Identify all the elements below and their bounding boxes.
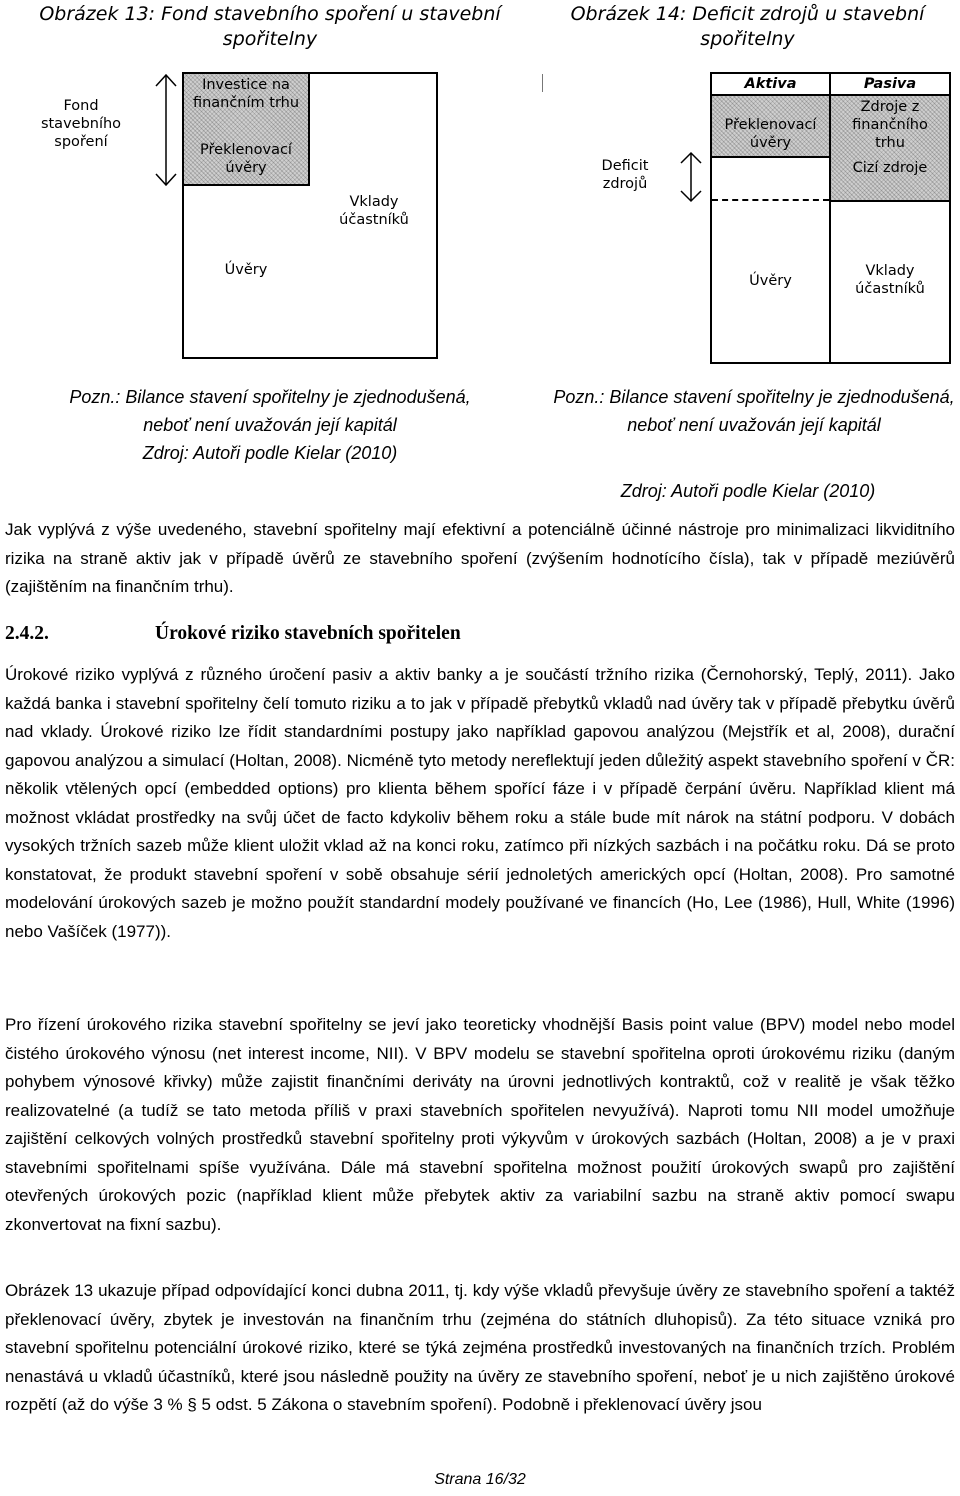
page-footer: Strana 16/32 — [434, 1471, 526, 1488]
figure-13-divider-vertical — [308, 74, 310, 184]
section-number: 2.4.2. — [5, 623, 49, 644]
small-separator-mark — [542, 74, 543, 92]
preklenovaci-bottom-line — [712, 156, 829, 158]
figure-14-source: Zdroj: Autoři podle Kielar (2010) — [620, 481, 876, 501]
cizi-label: Cizí zdroje — [852, 160, 928, 176]
preklenovaci-label-14: Překlenovací úvěry — [724, 117, 817, 151]
pasiva-label: Pasiva — [863, 76, 917, 92]
aktiva-label: Aktiva — [744, 76, 797, 92]
preklenovaci-label: Překlenovací úvěry — [200, 142, 292, 176]
paragraph-intro: Jak vyplývá z výše uvedeného, stavební spořitelny mají efektivní a potenciálně účinné nástroje pro minimalizaci likviditního rizika na straně aktiv jak v případě úvěrů ze stavebního spoření (zvýšením hodnotícího čísla), tak v případě meziúvěrů (zajištěním na finančním trhu). — [5, 520, 955, 596]
double-arrow-icon — [155, 72, 177, 188]
figure-14-title: Obrázek 14: Deficit zdrojů u stavební spořitelny — [570, 3, 925, 50]
zdroje-label: Zdroje z finančního trhu — [852, 99, 928, 151]
paragraph-1: Úrokové riziko vyplývá z různého úročení pasiv a aktiv banky a je součástí tržního rizika (Černohorský, Teplý, 2011). Jako každá banka i stavební spořitelny čelí tomuto riziku a to jak v případě přebytků vkladů nad úvěry tak v případě přebytku úvěrů nad vklady. Úrokové riziko lze řídit standardními postupy jako například gapovou analýzou (Mejstřík et al, 2008), durační gapovou analýzou a simulací (Holtan, 2008). Nicméně tyto metody nereflektují jeden důležitý aspekt stavebního spoření v ČR: několik vtělených opcí (embedded options) pro klienta během spořící fáze i v případě čerpání úvěru. Například klient má možnost vkládat prostředky na svůj účet de facto kdykoliv během roku a stále bude mít nárok na státní podporu. V dobách vysokých tržních sazeb může klient uložit vklad až na konci roku, zatímco při nízkých sazbách i na počátku roku. Dá se proto konstatovat, že produkt stavební spoření v sobě obsahuje sérií jednoletých amerických opcí (Holtan, 2008). Pro samotné modelování úrokových sazeb je možno použít standardní modely používané ve financích (Ho, Lee (1986), Hull, White (1996) nebo Vašíček (1977)). — [5, 665, 955, 941]
pasiva-hatch-bottom-line — [831, 200, 949, 202]
paragraph-3: Obrázek 13 ukazuje případ odpovídající konci dubna 2011, tj. kdy výše vkladů převyšuje úvěry ze stavebního spoření a taktéž překlenovací úvěry, zbytek je investován na finančním trhu (zejména do státních dluhopisů). Za této situace vzniká pro stavební spořitelnu potenciální úrokové riziko, které se týká zejména prostředků investovaných na finančních trzích. Problém nenastává u vkladů účastníků, které jsou následně použity na úvěry ze stavebního spoření, neboť je u nich zajištěno úrokové rozpětí (až do výše 3 % § 5 odst. 5 Zákona o stavebním spoření). Podobně i překlenovací úvěry jsou — [5, 1281, 955, 1414]
figure-13-note-line2: neboť není uvažován její kapitál — [143, 415, 397, 435]
vklady-label: Vklady účastníků — [339, 194, 409, 228]
deficit-label: Deficit zdrojů — [601, 158, 649, 192]
figure-14-note: Pozn.: Bilance stavení spořitelny je zjednodušená, neboť není uvažován její kapitál — [553, 387, 955, 435]
uvery-label-14: Úvěry — [749, 273, 792, 289]
figure-13-title: Obrázek 13: Fond stavebního spoření u stavební spořitelny — [39, 3, 501, 50]
investice-label: Investice na finančním trhu — [192, 77, 300, 111]
dashed-deficit-line — [712, 199, 829, 201]
figure-13-source: Zdroj: Autoři podle Kielar (2010) — [142, 443, 398, 463]
figure-13-divider-horizontal — [184, 184, 310, 186]
paragraph-2: Pro řízení úrokového rizika stavební spořitelny se jeví jako teoreticky vhodnější Basis point value (BPV) model nebo model čistého úrokového výnosu (net interest income, NII). V BPV modelu se stavební spořitelna oproti úrokovému riziku (daným pohybem výnosové křivky) může zajistit finančními deriváty na úrovni jednotlivých kontraktů, což v realitě je však těžko realizovatelné (a tudíž se tato metoda příliš v praxi stavebních spořitelen nevyužívá). Naproti tomu NII model umožňuje zajištění celkových volných prostředků stavební spořitelny proti výkyvům v úrokových sazbách (Holtan, 2008) a je v praxi stavebními spořitelnami spíše využívána. Dále má stavební spořitelna možnost použití úrokových swapů pro zajištění otevřených úrokových pozic (například klient může přebytek aktiv za variabilní sazbu na straně aktiv pomocí swapu zkonvertovat na fixní sazbu). — [5, 1015, 955, 1234]
double-arrow-icon-deficit — [680, 150, 702, 204]
fund-label: Fond stavebního spoření — [40, 98, 122, 150]
figure-13-note-line1: Pozn.: Bilance stavení spořitelny je zjednodušená, — [69, 387, 471, 407]
section-heading — [5, 620, 461, 648]
uvery-label: Úvěry — [224, 262, 268, 278]
vklady-label-14: Vklady účastníků — [855, 263, 925, 297]
section-title: Úrokové riziko stavebních spořitelen — [155, 623, 461, 644]
